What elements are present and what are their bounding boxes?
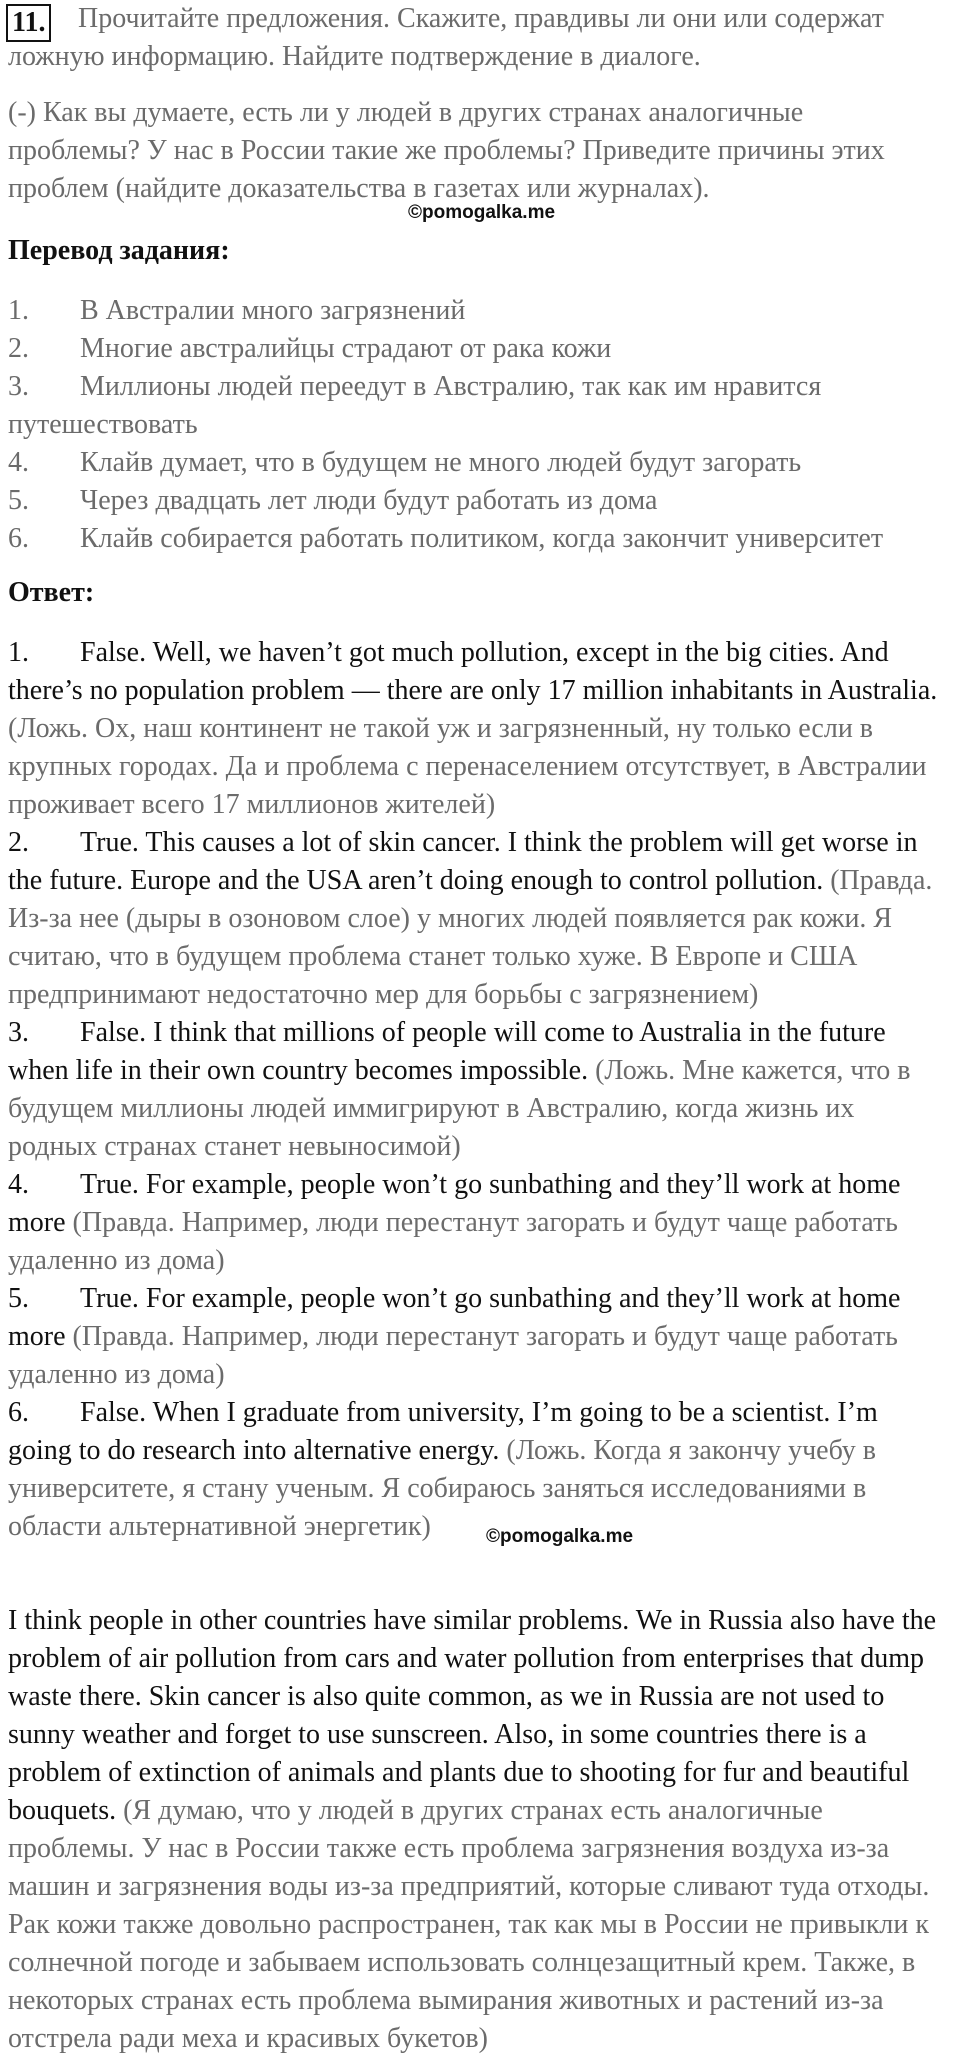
- answer-2-line-4: считаю, что в будущем проблема станет только хуже. В Европе и США: [8, 941, 858, 972]
- answer-4-line-2: [8, 1204, 898, 1242]
- answer-text: False. Well, we haven’t got much pollution, except in the big cities. And: [80, 637, 889, 668]
- watermark: ©pomogalka.me: [408, 202, 556, 223]
- answer-3-line-1: [8, 1014, 886, 1052]
- essay-line-8: машин и загрязнения воды из-за предприятий, которые сливают туда отходы.: [8, 1871, 930, 1902]
- item-number: 4.: [8, 447, 29, 478]
- answer-text-en: when life in their own country becomes impossible.: [8, 1055, 589, 1086]
- answer-5-line-1: [8, 1280, 900, 1318]
- answer-text-en: the future. Europe and the USA aren’t doing enough to control pollution.: [8, 865, 824, 896]
- item-text: Через двадцать лет люди будут работать из дома: [80, 485, 658, 516]
- answer-number: 6.: [8, 1397, 29, 1428]
- answer-1-line-3: (Ложь. Ох, наш континент не такой уж и загрязненный, ну только если в: [8, 713, 874, 744]
- essay-line-3: waste there. Skin cancer is also quite common, as we in Russia are not used to: [8, 1681, 885, 1712]
- essay-line-12: отстрела ради меха и красивых букетов): [8, 2023, 488, 2054]
- answer-3-line-2: [8, 1052, 911, 1090]
- answer-6-line-4: области альтернативной энергетик): [8, 1511, 431, 1542]
- answer-6-line-1: [8, 1394, 878, 1432]
- essay-text-en: bouquets.: [8, 1795, 117, 1826]
- answer-number: 4.: [8, 1169, 29, 1200]
- item-text: В Австралии много загрязнений: [80, 295, 466, 326]
- answer-4-line-1: [8, 1166, 900, 1204]
- translation-item: [8, 520, 883, 558]
- answer-2-line-5: предпринимают недостаточно мер для борьбы с загрязнением): [8, 979, 759, 1010]
- answer-1-line-2: there’s no population problem — there are only 17 million inhabitants in Australia.: [8, 675, 938, 706]
- translation-item: [8, 330, 611, 368]
- answer-6-line-2: [8, 1432, 876, 1470]
- essay-line-1: I think people in other countries have similar problems. We in Russia also have the: [8, 1605, 937, 1636]
- answer-text-ru: (Ложь. Мне кажется, что в: [595, 1055, 911, 1086]
- task-question-line-2: проблемы? У нас в России такие же проблемы? Приведите причины этих: [8, 135, 885, 166]
- translation-item: [8, 368, 821, 406]
- essay-line-6: [8, 1792, 823, 1830]
- answer-text: False. When I graduate from university, I’m going to be a scientist. I’m: [80, 1397, 878, 1428]
- translation-item-continuation: путешествовать: [8, 409, 198, 440]
- essay-line-5: problem of extinction of animals and plants due to shooting for fur and beautiful: [8, 1757, 910, 1788]
- task-instruction-line-2: ложную информацию. Найдите подтверждение в диалоге.: [8, 41, 701, 72]
- answer-number: 1.: [8, 637, 29, 668]
- answer-1-line-4: крупных городах. Да и проблема с перенаселением отсутствует, в Австралии: [8, 751, 927, 782]
- essay-line-10: солнечной погоде и забываем использовать солнцезащитный крем. Также, в: [8, 1947, 916, 1978]
- item-text: Клайв думает, что в будущем не много людей будут загорать: [80, 447, 802, 478]
- essay-line-11: некоторых странах есть проблема вымирания животных и растений из-за: [8, 1985, 884, 2016]
- answer-3-line-4: родных странах станет невыносимой): [8, 1131, 461, 1162]
- answer-5-line-2: [8, 1318, 898, 1356]
- translation-heading: Перевод задания:: [8, 235, 230, 266]
- item-text: Клайв собирается работать политиком, когда закончит университет: [80, 523, 884, 554]
- item-number: 2.: [8, 333, 29, 364]
- answer-text: True. This causes a lot of skin cancer. I think the problem will get worse in: [80, 827, 918, 858]
- item-number: 6.: [8, 523, 29, 554]
- item-text: Многие австралийцы страдают от рака кожи: [80, 333, 612, 364]
- answer-number: 3.: [8, 1017, 29, 1048]
- answer-5-line-3: удаленно из дома): [8, 1359, 225, 1390]
- item-number: 1.: [8, 295, 29, 326]
- answer-text-en: going to do research into alternative energy.: [8, 1435, 500, 1466]
- essay-line-2: problem of air pollution from cars and water pollution from enterprises that dump: [8, 1643, 924, 1674]
- watermark: ©pomogalka.me: [486, 1526, 634, 1547]
- essay-line-9: Рак кожи также довольно распространен, так как мы в России не привыкли к: [8, 1909, 929, 1940]
- answer-1-line-5: проживает всего 17 миллионов жителей): [8, 789, 496, 820]
- essay-line-4: sunny weather and forget to use sunscreen. Also, in some countries there is a: [8, 1719, 867, 1750]
- answer-1-line-1: [8, 634, 889, 672]
- answer-text: True. For example, people won’t go sunbathing and they’ll work at home: [80, 1283, 901, 1314]
- essay-line-7: проблемы. У нас в России также есть проблема загрязнения воздуха из-за: [8, 1833, 890, 1864]
- answer-2-line-3: Из-за нее (дыры в озоновом слое) у многих людей появляется рак кожи. Я: [8, 903, 893, 934]
- answer-number: 2.: [8, 827, 29, 858]
- answer-heading: Ответ:: [8, 577, 95, 608]
- answer-3-line-3: будущем миллионы людей иммигрируют в Австралию, когда жизнь их: [8, 1093, 855, 1124]
- answer-number: 5.: [8, 1283, 29, 1314]
- answer-2-line-1: [8, 824, 918, 862]
- answer-6-line-3: университете, я стану ученым. Я собираюсь заняться исследованиями в: [8, 1473, 867, 1504]
- task-question-line-3: проблем (найдите доказательства в газетах или журналах).: [8, 173, 710, 204]
- task-question-line-1: (-) Как вы думаете, есть ли у людей в других странах аналогичные: [8, 97, 804, 128]
- task-instruction-line-1: Прочитайте предложения. Скажите, правдивы ли они или содержат: [78, 3, 884, 34]
- answer-2-line-2: [8, 862, 932, 900]
- item-text: Миллионы людей переедут в Австралию, так как им нравится: [80, 371, 822, 402]
- task-number: 11.: [6, 4, 51, 42]
- answer-text: True. For example, people won’t go sunbathing and they’ll work at home: [80, 1169, 901, 1200]
- answer-text-en: more: [8, 1321, 66, 1352]
- item-number: 5.: [8, 485, 29, 516]
- answer-text-ru: (Правда. Например, люди перестанут загорать и будут чаще работать: [72, 1207, 898, 1238]
- essay-text-ru: (Я думаю, что у людей в других странах есть аналогичные: [123, 1795, 823, 1826]
- translation-item: [8, 444, 801, 482]
- answer-text: False. I think that millions of people will come to Australia in the future: [80, 1017, 886, 1048]
- answer-text-ru: (Правда. Например, люди перестанут загорать и будут чаще работать: [72, 1321, 898, 1352]
- item-number: 3.: [8, 371, 29, 402]
- answer-4-line-3: удаленно из дома): [8, 1245, 225, 1276]
- translation-item: [8, 292, 465, 330]
- answer-text-ru: (Ложь. Когда я закончу учебу в: [506, 1435, 876, 1466]
- translation-item: [8, 482, 657, 520]
- answer-text-ru: (Правда.: [830, 865, 933, 896]
- answer-text-en: more: [8, 1207, 66, 1238]
